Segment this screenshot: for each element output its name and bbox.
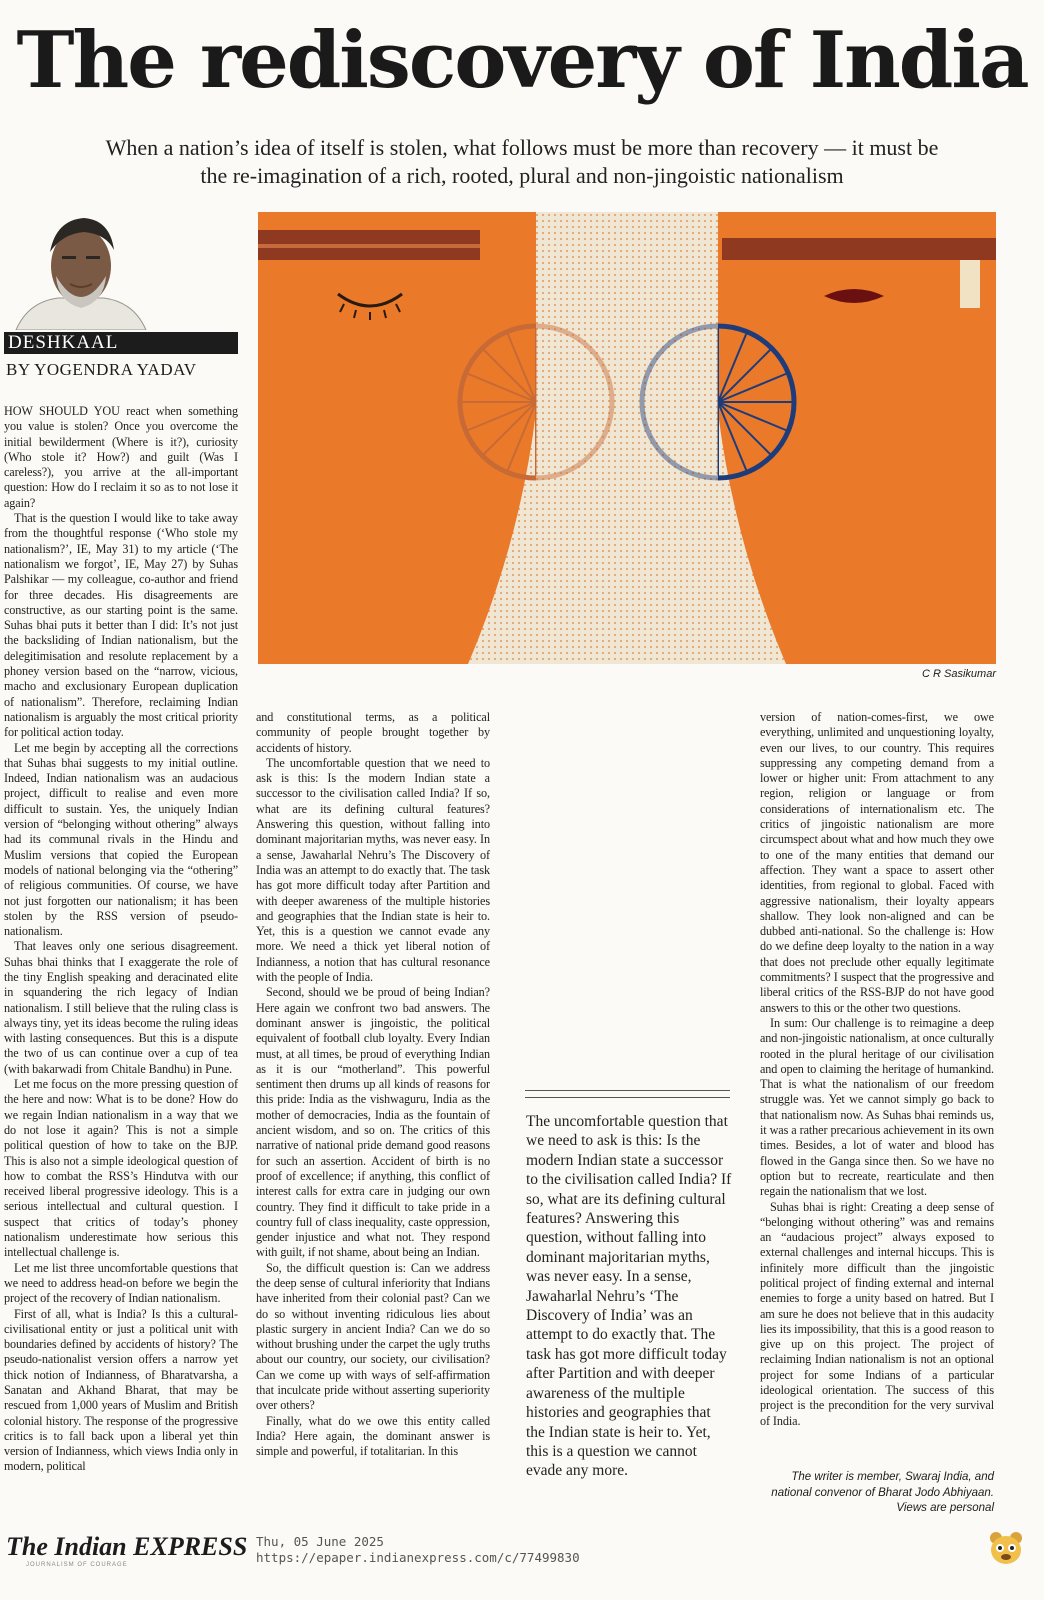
paragraph: Let me list three uncomfortable questions that we need to address head-on before we begin the project of the recovery of Indian nationalism. — [4, 1260, 238, 1306]
article-column-4 — [760, 710, 994, 1429]
bear-mascot-icon[interactable] — [986, 1530, 1026, 1566]
epaper-url[interactable]: https://epaper.indianexpress.com/c/77499830 — [256, 1550, 580, 1565]
column-name: DESHKAAL — [4, 332, 238, 354]
paragraph: Finally, what do we owe this entity called India? Here again, the dominant answer is simple and powerful, if totalitarian. In this — [256, 1413, 490, 1459]
paragraph: That leaves only one serious disagreement. Suhas bhai thinks that I exaggerate the role of the tiny English speaking and deracinated elite in squandering the rich legacy of Indian nationalism. I still believe that the ruling class is always tiny, yet its ideas become the ruling ideas with lasting consequences. But this is a dispute the two of us can continue over a cup of tea (with bakarwadi from Chitale Bandhu) in Pune. — [4, 939, 238, 1076]
paragraph: Second, should we be proud of being Indian? Here again we confront two bad answers. The dominant answer is jingoistic, the political equivalent of football club loyalty. Every Indian must, at all times, be proud of everything Indian as it is our “motherland”. This powerful sentiment then drums up all kinds of reasons for this pride: India as the vishwaguru, India as the mother of democracies, India as the fountain of ancient wisdom, and so on. The critics of this narrative of national pride demand good reasons for such an assertion. Accident of birth is no proof of excellence; if anything, this conflict of interest calls for extra care in judging our own country. They find it difficult to take pride in a country full of class inequality, caste oppression, gender injustice and what not. They respond with guilt, if not shame, about being an Indian. — [256, 985, 490, 1260]
headline: The rediscovery of India — [16, 15, 1028, 106]
paragraph: That is the question I would like to take away from the thoughtful response (‘Who stole my nationalism?’, IE, May 31) to my article (‘The nationalism we forgot’, IE, May 27) by Suhas Palshikar — my colleague, co-author and friend for three decades. His disagreements are constructive, as our starting point is the same. Suhas bhai puts it better than I did: It’s not just the backsliding of Indian nationalism, but the delegitimisation and resolute replacement by a phoney version based on the “narrow, vicious, macho and exclusionary European duplication of nationalism”. Therefore, reclaiming Indian nationalism is arguably the most critical priority for political action today. — [4, 511, 238, 740]
paragraph: version of nation-comes-first, we owe everything, unlimited and unquestioning loyalty, even our lives, to our country. This requires suppressing any competing demand from a lower or higher unit: From attachment to any region, religion or language or from considerations of internationalism etc. The critics of jingoistic nationalism are more circumspect about what and how much they owe to one of the many entities that demand our affection. They want a space to assert other identities, from regional to global. Faced with aggressive nationalism, their loyalty appears shallow. They look non-aligned and can be dubbed anti-national. So the challenge is: How do we define deep loyalty to the nation in a way that does not preclude other equally legitimate commitments? I suspect that the progressive and liberal critics of the RSS-BJP do not have good answers to this or the other two questions. — [760, 710, 994, 1015]
pull-quote: The uncomfortable question that we need to ask is this: Is the modern Indian state a successor to the civilisation called India? If so, what are its defining cultural features? Answering this question, without falling into dominant majoritarian myths, was never easy. In a sense, Jawaharlal Nehru’s ‘The Discovery of India’ was an attempt to do exactly that. The task has got more difficult today after Partition and with deeper awareness of the multiple histories and geographies that the Indian state is heir to. Yet, this is a question we cannot evade any more. — [526, 1113, 732, 1480]
author-portrait — [6, 206, 238, 330]
edition-date: Thu, 05 June 2025 — [256, 1534, 384, 1549]
pull-quote-rule — [525, 1090, 730, 1098]
brand-logo: The Indian EXPRESS — [6, 1532, 248, 1561]
dek: When a nation’s idea of itself is stolen, what follows must be more than recovery — it must be the re-imagination of a rich, rooted, plural and non-jingoistic nationalism — [105, 135, 939, 188]
paragraph: First of all, what is India? Is this a cultural-civilisational entity or just a political unit with boundaries defined by accidents of history? The pseudo-nationalist version offers a narrow yet thick notion of Indianness, of Bharatvarsha, a Sanatan and Akhand Bharat, that may be rescued from 1,000 years of Muslim and British colonial history. The response of the progressive critics is to fall back upon a liberal yet thin version of Indianness, which views India only in modern, political — [4, 1306, 238, 1474]
author-bio: The writer is member, Swaraj India, and national convenor of Bharat Jodo Abhiyaan. Views are personal — [771, 1471, 994, 1514]
article-column-2 — [256, 710, 490, 1460]
paragraph: In sum: Our challenge is to reimagine a deep and non-jingoistic nationalism, at once culturally rooted in the plural heritage of our civilisation and open to claiming the heritage of humankind. That is what the nationalism of our freedom struggle was. Yet we cannot simply go back to that nationalism now. As Suhas bhai reminds us, it was a rather precarious achievement in its own times. Besides, a lot of water and blood has flowed in the Ganga since then. So we have no option but to recreate, rearticulate and then regain the nationalism that we lost. — [760, 1015, 994, 1199]
article-column-1 — [4, 404, 238, 1475]
illustration-two-faces-chakra — [258, 212, 996, 664]
byline: BY YOGENDRA YADAV — [6, 360, 197, 379]
paragraph: Suhas bhai is right: Creating a deep sense of “belonging without othering” was and remains an “audacious project” always exposed to external challenges and internal hiccups. This is infinitely more difficult than the jingoistic political project of finding external and internal enemies to forge a unity based on hatred. But I am sure he does not believe that in this audacity lies its impossibility, that this is a good reason to give up on this project. The project of reclaiming Indian nationalism is not an optional project for some Indians of a particular ideological orientation. The success of this project is the precondition for the very survival of India. — [760, 1199, 994, 1428]
paragraph: HOW SHOULD YOU react when something you value is stolen? Once you overcome the initial bewilderment (Where is it?), curiosity (Who stole it? How?) and guilt (Was I careless?), you arrive at the all-important question: How do I reclaim it so as to not lose it again? — [4, 404, 238, 510]
paragraph: and constitutional terms, as a political community of people brought together by accidents of history. — [256, 710, 490, 755]
paragraph: So, the difficult question is: Can we address the deep sense of cultural inferiority that Indians have inherited from their colonial past? Can we do so without inventing ridiculous lies about plastic surgery in ancient India? Can we do so without brushing under the carpet the ugly truths about our country, our society, our civilisation? Can we come up with ways of self-affirmation that inculcate pride without asserting superiority over others? — [256, 1260, 490, 1413]
illustration-credit: C R Sasikumar — [922, 668, 996, 680]
brand-tagline: JOURNALISM OF COURAGE — [26, 1562, 128, 1568]
paragraph: The uncomfortable question that we need to ask is this: Is the modern Indian state a successor to the civilisation called India? If so, what are its defining cultural features? Answering this question, without falling into dominant majoritarian myths, was never easy. In a sense, Jawaharlal Nehru’s The Discovery of India was an attempt to do exactly that. The task has got more difficult today after Partition and with deeper awareness of the multiple histories and geographies that the Indian state is heir to. Yet, this is a question we cannot evade any more. We need a thick yet liberal notion of Indianness, a notion that has cultural resonance with the people of India. — [256, 755, 490, 985]
paragraph: Let me begin by accepting all the corrections that Suhas bhai suggests to my initial outline. Indeed, Indian nationalism was an audacious project, difficult to realise and even more difficult to sustain. Yes, the uniquely Indian version of “belonging without othering” always had its communal rivals in the Hindu and Muslim versions that copied the European models of national belonging via the “othering” of religious communities. Of course, we have not just forgotten our nationalism; it has been stolen by the RSS version of pseudo-nationalism. — [4, 740, 238, 939]
paragraph: Let me focus on the more pressing question of the here and now: What is to be done? How do we regain Indian nationalism in a way that we do not lose it again? This is not a simple political question of how to take on the BJP. This is also not a simple ideological question of how to combat the RSS’s Hindutva with our received liberal progressive ideology. This is a serious intellectual and cultural question. I suspect that critics of today’s phoney nationalism underestimate how serious this intellectual challenge is. — [4, 1077, 238, 1260]
